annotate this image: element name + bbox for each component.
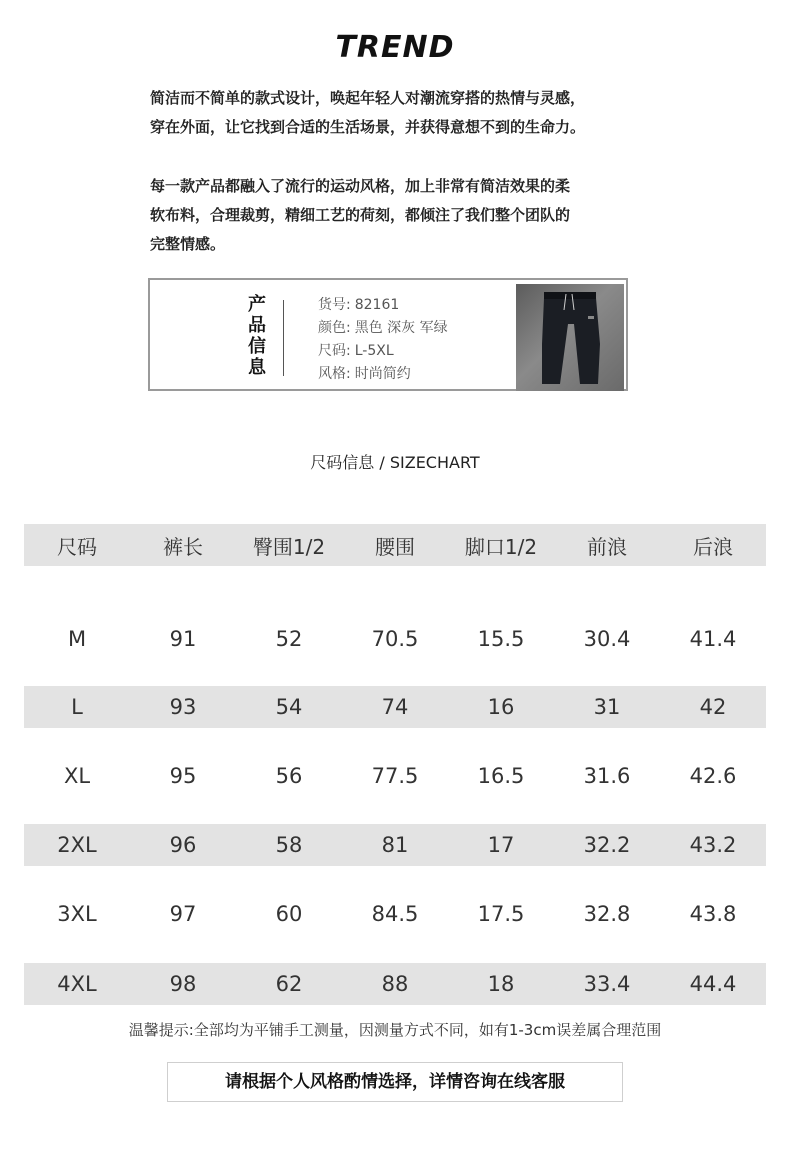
table-cell: XL <box>63 764 91 788</box>
table-cell: 17 <box>487 833 515 857</box>
brand-title: TREND <box>335 30 455 65</box>
info-value: L-5XL <box>354 343 394 359</box>
table-cell: 56 <box>275 764 303 788</box>
table-cell: 95 <box>169 764 197 788</box>
table-cell: 32.8 <box>583 902 631 926</box>
table-cell: 15.5 <box>477 627 525 651</box>
table-cell: 2XL <box>57 833 97 857</box>
table-body <box>24 618 766 1005</box>
table-header-cell: 后浪 <box>693 534 733 559</box>
table-cell: 54 <box>275 695 303 719</box>
intro-line: 完整情感。 <box>150 235 226 253</box>
info-label: 货号: <box>318 297 351 313</box>
table-cell: 33.4 <box>583 972 631 996</box>
table-cell: 42 <box>699 695 727 719</box>
table-cell: 41.4 <box>689 627 737 651</box>
info-label: 颜色: <box>318 320 351 336</box>
table-cell: 30.4 <box>583 627 631 651</box>
table-row <box>24 893 766 935</box>
product-info-title <box>246 294 268 378</box>
info-item-color <box>318 317 448 340</box>
intro-line: 软布料，合理裁剪，精细工艺的荷刻，都倾注了我们整个团队的 <box>150 206 571 224</box>
table-cell: M <box>67 627 87 651</box>
table-cell: 18 <box>487 972 515 996</box>
table-cell: 96 <box>169 833 197 857</box>
info-item-size <box>318 340 448 363</box>
table-cell: 42.6 <box>689 764 737 788</box>
table-cell: 52 <box>275 627 303 651</box>
table-cell: 84.5 <box>371 902 419 926</box>
title-char: 品 <box>248 315 266 336</box>
table-cell: 58 <box>275 833 303 857</box>
consult-notice: 请根据个人风格酌情选择，详情咨询在线客服 <box>167 1062 623 1102</box>
table-header-cell: 前浪 <box>587 534 627 559</box>
table-header-row <box>24 524 766 566</box>
table-cell: 17.5 <box>477 902 525 926</box>
table-cell: 91 <box>169 627 197 651</box>
table-header-cell: 臀围1/2 <box>252 534 326 559</box>
intro-paragraph-1 <box>150 84 670 142</box>
measurement-tip: 温馨提示:全部均为平铺手工测量，因测量方式不同，如有1-3cm误差属合理范围 <box>128 1021 662 1039</box>
table-cell: 31.6 <box>583 764 631 788</box>
info-item-style <box>318 363 448 386</box>
size-chart-caption: 尺码信息 / SIZECHART <box>310 453 480 472</box>
table-cell: 4XL <box>57 972 97 996</box>
table-header-cell: 脚口1/2 <box>464 534 538 559</box>
title-char: 息 <box>248 357 266 378</box>
product-info-card <box>148 278 628 391</box>
table-row <box>24 755 766 797</box>
product-photo <box>516 284 624 391</box>
table-cell: 44.4 <box>689 972 737 996</box>
table-row <box>24 686 766 728</box>
table-cell: 93 <box>169 695 197 719</box>
table-cell: 60 <box>275 902 303 926</box>
table-cell: 74 <box>381 695 409 719</box>
table-header-cell: 尺码 <box>57 534 97 559</box>
info-label: 尺码: <box>318 343 351 359</box>
info-value: 黑色 深灰 军绿 <box>354 320 448 336</box>
table-cell: 32.2 <box>583 833 631 857</box>
table-cell: 97 <box>169 902 197 926</box>
table-cell: 81 <box>381 833 409 857</box>
table-cell: 3XL <box>57 902 97 926</box>
product-info-lines <box>318 294 448 386</box>
table-cell: 62 <box>275 972 303 996</box>
intro-paragraph-2 <box>150 172 670 259</box>
table-cell: 16.5 <box>477 764 525 788</box>
info-item-sku <box>318 294 448 317</box>
info-label: 风格: <box>318 366 351 382</box>
table-cell: 16 <box>487 695 515 719</box>
intro-line: 穿在外面，让它找到合适的生活场景，并获得意想不到的生命力。 <box>150 118 586 136</box>
table-cell: 98 <box>169 972 197 996</box>
table-cell: 70.5 <box>371 627 419 651</box>
size-chart-table <box>24 524 766 1005</box>
table-row <box>24 824 766 866</box>
table-cell: 31 <box>593 695 621 719</box>
pants-icon <box>516 284 624 391</box>
table-cell: 43.8 <box>689 902 737 926</box>
table-cell: 77.5 <box>371 764 419 788</box>
title-char: 产 <box>248 294 266 315</box>
info-divider <box>283 300 284 376</box>
table-cell: 88 <box>381 972 409 996</box>
table-header-cell: 腰围 <box>375 534 415 559</box>
table-cell: 43.2 <box>689 833 737 857</box>
table-cell: L <box>71 695 83 719</box>
title-char: 信 <box>248 336 266 357</box>
intro-line: 每一款产品都融入了流行的运动风格，加上非常有简洁效果的柔 <box>150 177 571 195</box>
table-row <box>24 618 766 660</box>
table-header-cell: 裤长 <box>163 534 203 559</box>
info-value: 82161 <box>354 297 400 313</box>
info-value: 时尚简约 <box>354 366 411 382</box>
table-row <box>24 963 766 1005</box>
intro-line: 简洁而不简单的款式设计，唤起年轻人对潮流穿搭的热情与灵感， <box>150 89 586 107</box>
